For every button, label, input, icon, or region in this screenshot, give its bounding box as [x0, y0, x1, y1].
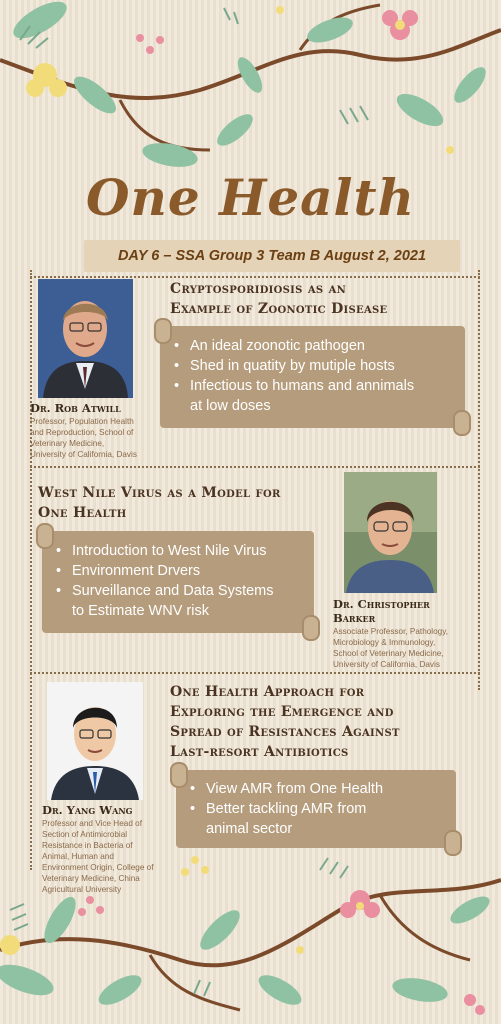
talk-1-bullet	[168, 336, 465, 356]
bullet-text: animal sector	[206, 821, 293, 837]
bullet-text: to Estimate WNV risk	[72, 603, 209, 619]
dotted-divider-1	[30, 466, 480, 468]
talk-1-bullet	[168, 376, 465, 396]
talk-2-bullet-continued	[50, 601, 314, 621]
floral-vine-bottom	[0, 840, 501, 1024]
bullet-text: Introduction to West Nile Virus	[72, 543, 267, 559]
speaker-photo-yang-wang	[47, 682, 143, 800]
bullet-dot: •	[174, 358, 180, 374]
talk-2-title-line-2: One Health	[38, 505, 127, 521]
talk-3-bullets-scroll	[176, 770, 456, 848]
speaker-photo-christopher-barker	[344, 472, 437, 593]
affiliation-line: Associate Professor, Pathology,	[333, 627, 448, 636]
affiliation-line: Veterinary Medicine, China	[42, 874, 140, 883]
talk-3-title-line-2: Exploring the Emergence and	[170, 704, 394, 720]
bullet-text: View AMR from One Health	[206, 781, 384, 797]
speaker-name-christopher-barker	[333, 597, 430, 625]
affiliation-line: Section of Antimicrobial	[42, 830, 128, 839]
affiliation-line: Environment Origin, College of	[42, 863, 154, 872]
bullet-dot: •	[56, 583, 62, 599]
talk-2-bullet	[50, 581, 314, 601]
talk-1-title-line-1: Cryptosporidiosis as an	[170, 281, 347, 297]
affiliation-line: University of California, Davis	[30, 450, 137, 459]
affiliation-line: Professor, Population Health	[30, 417, 134, 426]
affiliation-line: University of California, Davis	[333, 660, 440, 669]
talk-1-title-line-2: Example of Zoonotic Disease	[170, 301, 388, 317]
bullet-dot: •	[56, 543, 62, 559]
bullet-dot: •	[190, 781, 196, 797]
talk-3-title-line-4: Last-resort Antibiotics	[170, 744, 349, 760]
affiliation-line: Veterinary Medicine,	[30, 439, 105, 448]
speaker-affiliation-rob-atwill	[30, 416, 165, 460]
talk-1-bullets-scroll	[160, 326, 465, 428]
speaker-affiliation-christopher-barker	[333, 626, 498, 670]
bullet-text: Environment Drvers	[72, 563, 201, 579]
bullet-text: Infectious to humans and annimals	[190, 378, 415, 394]
talk-2-title	[38, 483, 338, 523]
bullet-dot: •	[174, 338, 180, 354]
talk-2-bullets-scroll	[42, 531, 314, 633]
speaker-name-yang-wang: Dr. Yang Wang	[42, 803, 133, 817]
bullet-text: Shed in quatity by mutiple hosts	[190, 358, 395, 374]
talk-3-bullet	[184, 799, 456, 819]
bullet-dot: •	[174, 378, 180, 394]
bullet-dot: •	[190, 801, 196, 817]
affiliation-line: Resistance in Bacteria of	[42, 841, 133, 850]
speaker-name-line: Barker	[333, 611, 376, 625]
talk-3-title-line-3: Spread of Resistances Against	[170, 724, 400, 740]
talk-3-bullet-continued	[184, 819, 456, 839]
date-banner: DAY 6 – SSA Group 3 Team B August 2, 2021	[84, 240, 460, 272]
affiliation-line: Animal, Human and	[42, 852, 114, 861]
speaker-name-rob-atwill: Dr. Rob Atwill	[30, 401, 121, 415]
dotted-divider-top	[30, 276, 480, 278]
talk-2-title-line-1: West Nile Virus as a Model for	[38, 485, 281, 501]
bullet-text: at low doses	[190, 398, 271, 414]
affiliation-line: Agricultural University	[42, 885, 122, 894]
bullet-text: Better tackling AMR from	[206, 801, 367, 817]
talk-3-bullet	[184, 779, 456, 799]
affiliation-line: Professor and Vice Head of	[42, 819, 142, 828]
talk-3-title-line-1: One Health Approach for	[170, 684, 365, 700]
affiliation-line: Microbiology & Immunology,	[333, 638, 436, 647]
talk-1-bullet	[168, 356, 465, 376]
talk-1-bullet-continued	[168, 396, 465, 416]
poster-title: One Health	[85, 168, 416, 227]
affiliation-line: and Reproduction, School of	[30, 428, 134, 437]
talk-2-bullet	[50, 541, 314, 561]
affiliation-line: School of Veterinary Medicine,	[333, 649, 444, 658]
talk-2-bullet	[50, 561, 314, 581]
talk-3-title	[170, 682, 480, 762]
dotted-divider-2	[30, 672, 480, 674]
bullet-text: Surveillance and Data Systems	[72, 583, 274, 599]
dotted-divider-left	[30, 270, 32, 870]
speaker-photo-rob-atwill	[38, 279, 133, 398]
bullet-text: An ideal zoonotic pathogen	[190, 338, 365, 354]
talk-1-title	[170, 279, 470, 319]
speaker-name-line: Dr. Christopher	[333, 597, 430, 611]
bullet-dot: •	[56, 563, 62, 579]
